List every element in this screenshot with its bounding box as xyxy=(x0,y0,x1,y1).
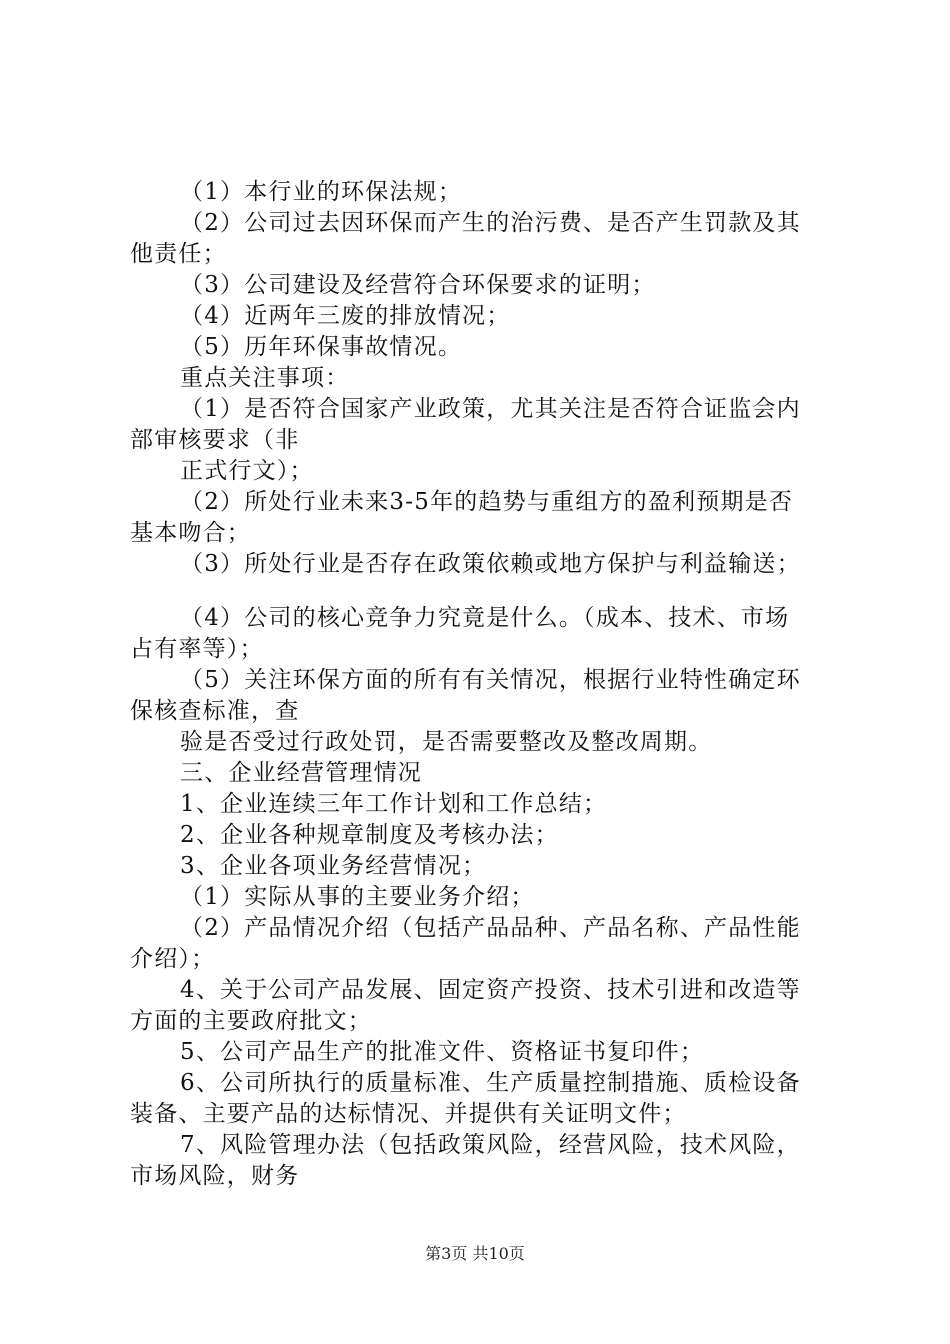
page-number-footer: 第3页 共10页 xyxy=(425,1244,525,1263)
text-line: （1）是否符合国家产业政策，尤其关注是否符合证监会内 xyxy=(180,396,801,422)
text-line: 占有率等）； xyxy=(130,636,264,662)
text-line: 2、企业各种规章制度及考核办法； xyxy=(180,822,559,848)
text-line: （1）实际从事的主要业务介绍； xyxy=(180,884,535,910)
text-line: 基本吻合； xyxy=(130,520,251,546)
text-line: 介绍）； xyxy=(130,946,216,972)
text-line: 5、公司产品生产的批准文件、资格证书复印件； xyxy=(180,1039,705,1065)
section-heading: 三、企业经营管理情况 xyxy=(180,760,422,786)
text-line: 4、关于公司产品发展、固定资产投资、技术引进和改造等 xyxy=(180,977,801,1003)
text-line: （4）近两年三废的排放情况； xyxy=(180,303,511,329)
text-line: （3）公司建设及经营符合环保要求的证明； xyxy=(180,272,656,298)
text-line: （2）所处行业未来3-5年的趋势与重组方的盈利预期是否 xyxy=(180,489,794,515)
text-line: （3）所处行业是否存在政策依赖或地方保护与利益输送； xyxy=(180,551,801,577)
text-line: （5）历年环保事故情况。 xyxy=(180,334,463,360)
text-line: 6、公司所执行的质量标准、生产质量控制措施、质检设备 xyxy=(180,1070,801,1096)
text-line: 他责任； xyxy=(130,241,227,267)
text-line: 验是否受过行政处罚，是否需要整改及整改周期。 xyxy=(180,729,713,755)
text-line: 装备、主要产品的达标情况、并提供有关证明文件； xyxy=(130,1101,687,1127)
text-line: （5）关注环保方面的所有有关情况，根据行业特性确定环 xyxy=(180,667,801,693)
text-line: 3、企业各项业务经营情况； xyxy=(180,853,487,879)
text-line: （4）公司的核心竞争力究竟是什么。（成本、技术、市场 xyxy=(180,605,790,631)
text-line: 部审核要求（非 xyxy=(130,427,300,453)
text-line: 7、风险管理办法（包括政策风险，经营风险，技术风险， xyxy=(180,1132,801,1158)
text-line: 保核查标准，查 xyxy=(130,698,300,724)
section-heading: 重点关注事项： xyxy=(180,365,350,391)
text-line: 方面的主要政府批文； xyxy=(130,1008,372,1034)
text-line: （2）公司过去因环保而产生的治污费、是否产生罚款及其 xyxy=(180,210,801,236)
text-line: 1、企业连续三年工作计划和工作总结； xyxy=(180,791,608,817)
text-line: 市场风险，财务 xyxy=(130,1163,300,1189)
text-line: （2）产品情况介绍（包括产品品种、产品名称、产品性能 xyxy=(180,915,801,941)
text-line: （1）本行业的环保法规； xyxy=(180,179,463,205)
text-line: 正式行文）； xyxy=(180,458,314,484)
